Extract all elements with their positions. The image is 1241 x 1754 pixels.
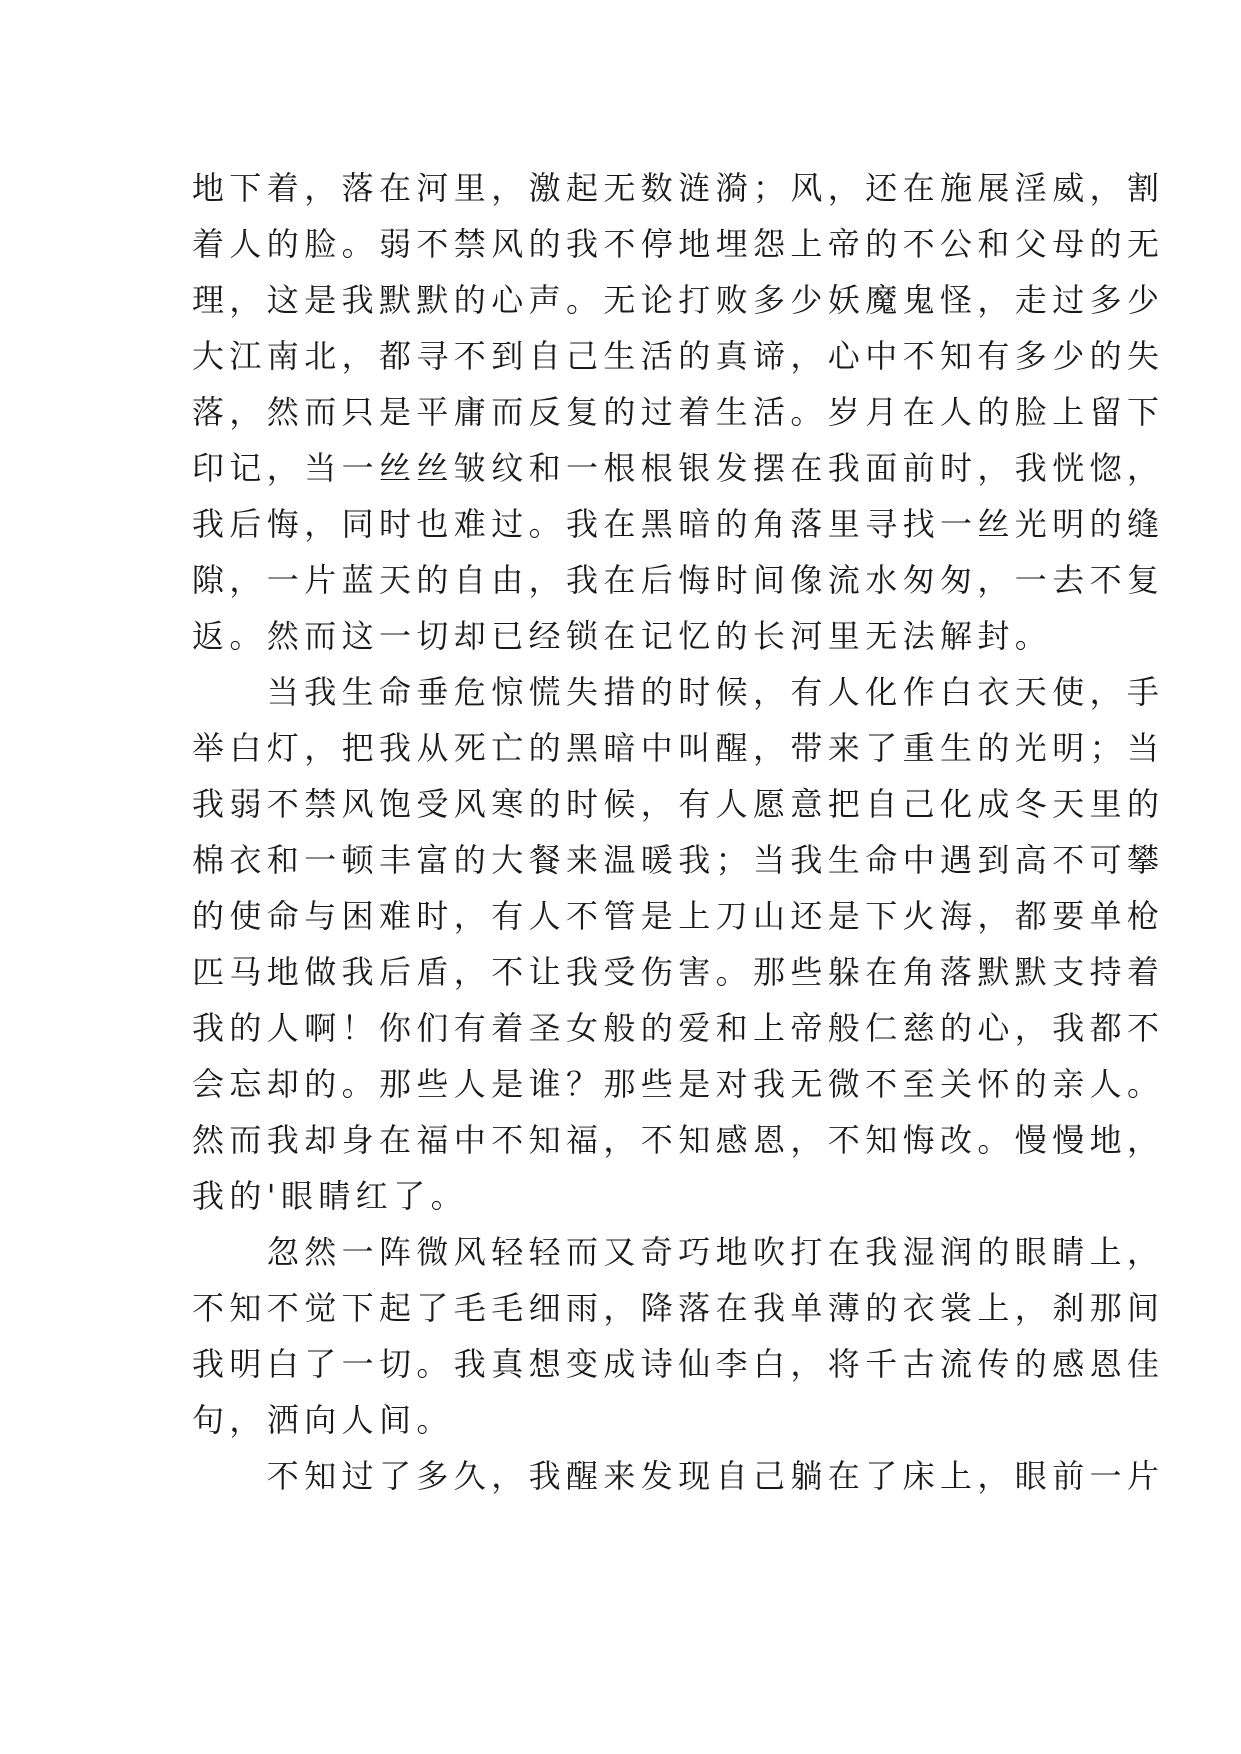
text-line: 我的'眼睛红了。	[192, 1177, 468, 1215]
text-line: 忽然一阵微风轻轻而又奇巧地吹打在我湿润的眼睛上，	[192, 1233, 1165, 1271]
body-text	[192, 160, 1165, 1504]
text-line: 我弱不禁风饱受风寒的时候，有人愿意把自己化成冬天里的	[192, 785, 1165, 823]
text-line: 举白灯，把我从死亡的黑暗中叫醒，带来了重生的光明；当	[192, 729, 1165, 767]
text-line: 会忘却的。那些人是谁？那些是对我无微不至关怀的亲人。	[192, 1065, 1165, 1103]
text-line: 我明白了一切。我真想变成诗仙李白，将千古流传的感恩佳	[192, 1345, 1165, 1383]
text-line: 着人的脸。弱不禁风的我不停地埋怨上帝的不公和父母的无	[192, 225, 1165, 263]
text-line: 印记，当一丝丝皱纹和一根根银发摆在我面前时，我恍惚，	[192, 449, 1165, 487]
text-line: 落，然而只是平庸而反复的过着生活。岁月在人的脸上留下	[192, 393, 1165, 431]
text-line: 隙，一片蓝天的自由，我在后悔时间像流水匆匆，一去不复	[192, 561, 1165, 599]
text-line: 匹马地做我后盾，不让我受伤害。那些躲在角落默默支持着	[192, 953, 1165, 991]
text-line: 句，洒向人间。	[192, 1401, 454, 1439]
text-line: 地下着，落在河里，激起无数涟漪；风，还在施展淫威，割	[192, 169, 1165, 207]
text-line: 然而我却身在福中不知福，不知感恩，不知悔改。慢慢地，	[192, 1121, 1165, 1159]
text-line: 我后悔，同时也难过。我在黑暗的角落里寻找一丝光明的缝	[192, 505, 1165, 543]
text-line: 当我生命垂危惊慌失措的时候，有人化作白衣天使，手	[192, 673, 1165, 711]
text-line: 我的人啊！你们有着圣女般的爱和上帝般仁慈的心，我都不	[192, 1009, 1165, 1047]
text-line: 不知过了多久，我醒来发现自己躺在了床上，眼前一片	[192, 1457, 1165, 1495]
text-line: 理，这是我默默的心声。无论打败多少妖魔鬼怪，走过多少	[192, 281, 1165, 319]
text-line: 的使命与困难时，有人不管是上刀山还是下火海，都要单枪	[192, 897, 1165, 935]
text-line: 大江南北，都寻不到自己生活的真谛，心中不知有多少的失	[192, 337, 1165, 375]
text-line: 返。然而这一切却已经锁在记忆的长河里无法解封。	[192, 617, 1053, 655]
text-line: 不知不觉下起了毛毛细雨，降落在我单薄的衣裳上，刹那间	[192, 1289, 1165, 1327]
text-line: 棉衣和一顿丰富的大餐来温暖我；当我生命中遇到高不可攀	[192, 841, 1165, 879]
